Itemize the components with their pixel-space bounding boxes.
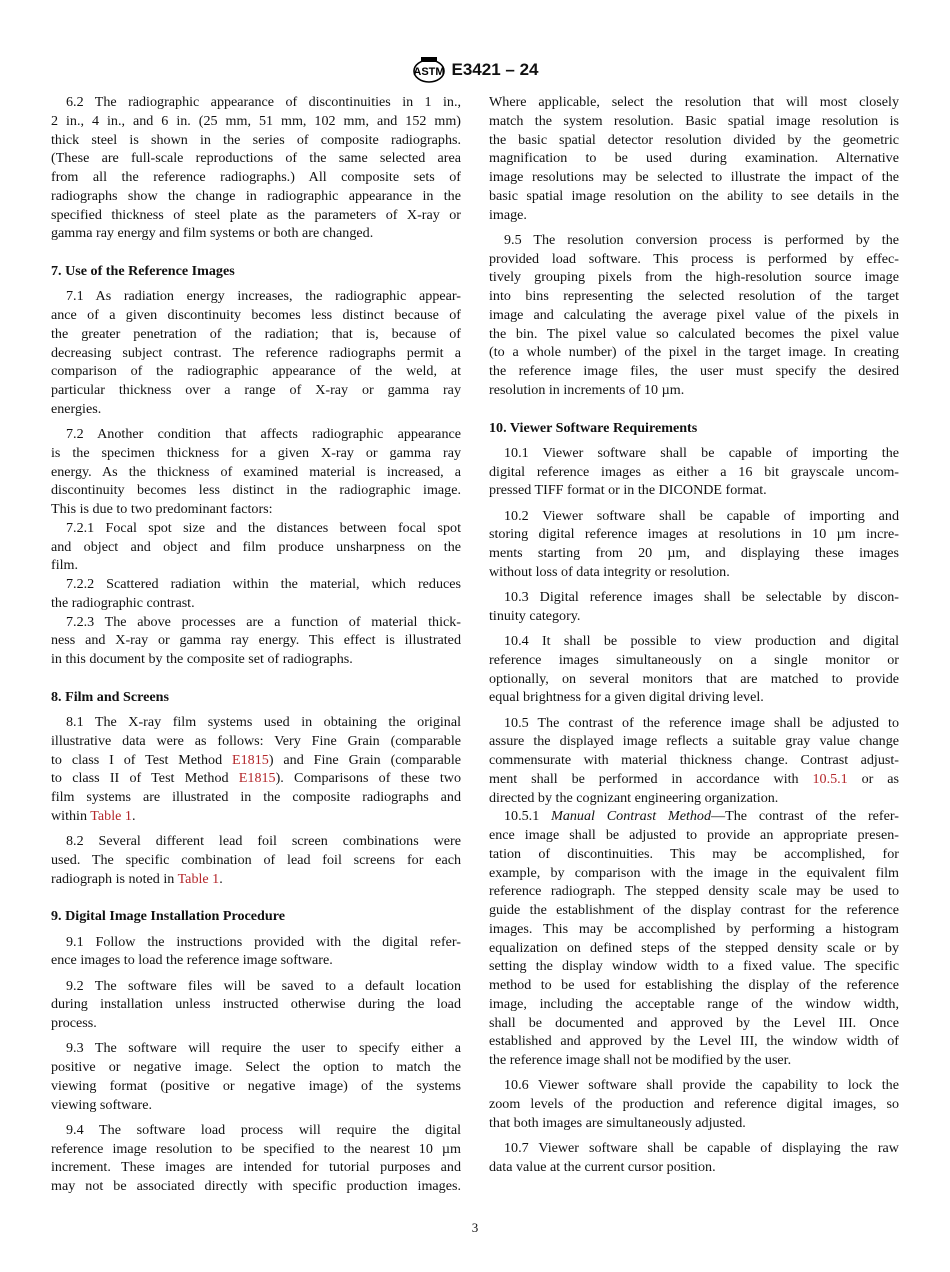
text-line: 10.2 Viewer software shall be capable of importing and: [504, 507, 899, 524]
text-line: the radiographic contrast.: [51, 594, 195, 611]
section-heading: 10. Viewer Software Requirements: [489, 419, 698, 436]
text-line: provided load software. This process is performed by effec-: [489, 250, 899, 267]
text-line: the reference image files, the user must specify the desired: [489, 363, 899, 379]
text-line: shall be documented and approved by the Level III. Once: [489, 1014, 899, 1031]
text-line: example, by comparison with the image in the equivalent film: [489, 864, 899, 881]
cross-reference-link[interactable]: Table 1: [177, 870, 220, 887]
cross-reference-link[interactable]: E1815: [238, 770, 276, 787]
text-run: —The contrast of the refer-: [711, 808, 899, 825]
text-line: This is due to two predominant factors:: [51, 501, 273, 517]
text-line: (These are full-scale reproductions of the same selected area: [51, 150, 461, 167]
left-column: [51, 93, 461, 1196]
text-line: 10.7 Viewer software shall be capable of displaying the raw: [504, 1140, 899, 1156]
text-run: to class II of Test Method: [51, 770, 239, 787]
text-line: specified thickness of steel plate as the parameters of X-ray or: [51, 206, 461, 223]
text-line: image.: [489, 206, 527, 223]
text-line: storing digital reference images at resolutions in 10 µm incre-: [489, 526, 899, 543]
text-line: pressed TIFF format or in the DICONDE format.: [489, 482, 767, 499]
text-line: used. The specific combination of lead foil screens for each: [51, 851, 461, 868]
section-heading: 9. Digital Image Installation Procedure: [51, 908, 285, 925]
right-column: [489, 93, 899, 1177]
text-run: or as: [847, 770, 899, 787]
text-line: 9.3 The software will require the user to specify either a: [66, 1040, 461, 1057]
paragraph: [51, 713, 461, 826]
text-line: reference image resolution to be specified to the nearest 10 µm: [51, 1140, 461, 1157]
text-line: [51, 769, 461, 788]
paragraph: [489, 231, 899, 400]
text-line: ence image shall be adjusted to provide an appropriate presen-: [489, 827, 899, 843]
text-line: from all the reference radiographs.) All composite sets of: [51, 169, 461, 185]
text-line: 8.2 Several different lead foil screen combinations were: [66, 833, 461, 849]
text-line: the greater penetration of the radiation; that is, because of: [51, 325, 461, 342]
paragraph: [489, 507, 899, 582]
text-line: ance of a given discontinuity becomes less distinct because of: [51, 307, 461, 323]
text-line: 9.1 Follow the instructions provided with the digital refer-: [66, 933, 461, 950]
text-line: the bin. The pixel value so calculated becomes the pixel value: [489, 325, 899, 342]
text-line: gamma ray energy and film systems or both are changed.: [51, 225, 374, 242]
text-line: 10.6 Viewer software shall provide the capability to lock the: [504, 1077, 899, 1094]
paragraph: [489, 632, 899, 707]
paragraph: [51, 287, 461, 418]
paragraph: [51, 613, 461, 669]
paragraph: [51, 977, 461, 1033]
text-line: optionally, on several monitors that are matched to provide: [489, 670, 899, 687]
text-line: discontinuity becomes less distinct in the radiographic image.: [51, 482, 461, 499]
paragraph: [489, 807, 899, 1070]
text-line: match the system resolution. Basic spatial image resolution is: [489, 112, 899, 129]
text-line: ness and X-ray or gamma ray energy. This effect is illustrated: [51, 632, 461, 649]
text-run: ment shall be performed in accordance with: [489, 770, 813, 787]
text-line: ments starting from 20 µm, and displaying these images: [489, 545, 899, 561]
text-line: film.: [51, 557, 79, 574]
text-line: tinuity category.: [489, 607, 581, 624]
page-number: 3: [471, 1220, 479, 1235]
text-line: images. This may be accomplished by performing a histogram: [489, 920, 899, 937]
paragraph: [51, 93, 461, 243]
text-line: (to a whole number) of the pixel in the target image. In creating: [489, 344, 899, 361]
text-line: [51, 807, 461, 826]
text-line: tation of discontinuities. This may be accomplished, for: [489, 845, 899, 862]
text-line: is the specimen thickness for a given X-ray or gamma ray: [51, 444, 461, 461]
cross-reference-link[interactable]: Table 1: [90, 807, 132, 824]
text-run: ). Comparisons of these two: [275, 770, 461, 787]
text-run: 10.5.1: [504, 808, 552, 825]
text-line: decreasing subject contrast. The reference radiographs permit a: [51, 344, 461, 361]
text-run: within: [51, 807, 91, 824]
text-line: 10.1 Viewer software shall be capable of importing the: [504, 444, 899, 461]
text-run: radiograph is noted in: [51, 870, 178, 887]
paragraph: [51, 933, 461, 971]
text-line: viewing format (positive or negative image) of the systems: [51, 1077, 461, 1094]
text-line: equalization on defined steps of the stepped density scale or by: [489, 939, 899, 956]
svg-text:ASTM: ASTM: [412, 66, 445, 78]
text-line: [489, 770, 899, 789]
cross-reference-link[interactable]: 10.5.1: [812, 770, 848, 787]
text-line: that both images are simultaneously adjusted.: [489, 1114, 746, 1131]
paragraph: [51, 575, 461, 613]
paragraph: [489, 714, 899, 808]
text-line: the reference image shall not be modified by the user.: [489, 1052, 792, 1068]
text-line: film systems are illustrated in the composite radiographs and: [51, 789, 461, 805]
text-run: .: [131, 807, 136, 824]
text-line: 8.1 The X-ray film systems used in obtaining the original: [66, 714, 461, 730]
text-line: [489, 807, 899, 826]
text-line: established and approved by the Level III, the window width of: [489, 1033, 899, 1050]
text-line: thick steel is shown in the series of composite radiographs.: [51, 131, 461, 148]
paragraph: [489, 1076, 899, 1132]
text-line: 7.1 As radiation energy increases, the radiographic appear-: [66, 288, 461, 305]
text-line: 10.5 The contrast of the reference image shall be adjusted to: [504, 714, 899, 731]
paragraph: [51, 832, 461, 888]
text-line: 10.3 Digital reference images shall be selectable by discon-: [504, 589, 899, 605]
text-line: equal brightness for a given digital driving level.: [489, 689, 764, 706]
text-line: method to be used for establishing the display of the reference: [489, 977, 899, 993]
text-line: particular thickness over a range of X-ray or gamma ray: [51, 382, 461, 398]
page-header: [0, 56, 950, 89]
cross-reference-link[interactable]: E1815: [232, 751, 269, 768]
text-line: positive or negative image. Select the option to match the: [51, 1059, 461, 1075]
paragraph: [51, 519, 461, 575]
text-line: and object and object and film produce unsharpness on the: [51, 538, 461, 555]
paragraph: [489, 588, 899, 626]
text-line: magnification to be used during examination. Alternative: [489, 150, 899, 167]
text-line: commensurate with material thickness change. Contrast adjust-: [489, 752, 899, 768]
text-run: ) and Fine Grain (comparable: [268, 751, 461, 768]
text-line: reference images simultaneously on a single monitor or: [489, 651, 899, 668]
section-heading: 8. Film and Screens: [51, 688, 169, 705]
text-line: data value at the current cursor position.: [489, 1158, 716, 1175]
text-run: .: [219, 870, 223, 887]
text-line: [51, 751, 461, 770]
document-id: E3421 – 24: [451, 60, 539, 79]
paragraph: [489, 93, 899, 224]
paragraph: [51, 425, 461, 519]
astm-logo-icon: [412, 56, 446, 84]
paragraph: [51, 1121, 461, 1196]
text-line: reference radiograph. The stepped density scale may be used to: [489, 883, 899, 900]
text-line: the basic spatial detector resolution divided by the geometric: [489, 131, 899, 148]
text-line: in this document by the composite set of radiographs.: [51, 651, 353, 667]
text-line: zoom levels of the production and reference digital images, so: [489, 1096, 899, 1112]
italic-term: Manual Contrast Method: [551, 808, 712, 825]
text-line: ence images to load the reference image software.: [51, 952, 333, 969]
text-line: 7.2 Another condition that affects radiographic appearance: [66, 426, 461, 442]
text-line: increment. These images are intended for tutorial purposes and: [51, 1159, 461, 1176]
text-line: 7.2.2 Scattered radiation within the material, which reduces: [66, 576, 461, 592]
text-line: 7.2.1 Focal spot size and the distances between focal spot: [66, 519, 461, 536]
text-line: 6.2 The radiographic appearance of discontinuities in 1 in.,: [66, 94, 461, 110]
text-line: illustrative data were as follows: Very Fine Grain (comparable: [51, 732, 461, 749]
text-line: without loss of data integrity or resolution.: [489, 563, 730, 580]
text-line: 10.4 It shall be possible to view production and digital: [504, 633, 899, 649]
text-line: comparison of the radiographic appearance of the weld, at: [51, 363, 461, 380]
text-line: 2 in., 4 in., and 6 in. (25 mm, 51 mm, 102 mm, and 152 mm): [51, 112, 461, 129]
text-line: viewing software.: [51, 1096, 152, 1113]
section-heading: 7. Use of the Reference Images: [51, 263, 235, 279]
text-line: 9.5 The resolution conversion process is performed by the: [504, 231, 899, 248]
text-line: image resolutions may be selected to illustrate the impact of the: [489, 169, 899, 185]
paragraph: [51, 1039, 461, 1114]
text-line: assure the displayed image reflects a suitable gray value change: [489, 733, 899, 750]
text-line: during installation unless instructed otherwise during the load: [51, 996, 461, 1013]
paragraph: [489, 1139, 899, 1177]
text-line: resolution in increments of 10 µm.: [489, 381, 685, 398]
text-line: 9.2 The software files will be saved to a default location: [66, 977, 461, 994]
text-line: digital reference images as either a 16 bit grayscale uncom-: [489, 463, 899, 480]
text-line: basic spatial image resolution on the ability to see details in the: [489, 187, 899, 204]
text-line: energy. As the thickness of examined material is increased, a: [51, 463, 461, 480]
text-line: directed by the cognizant engineering organization.: [489, 789, 779, 806]
text-line: guide the establishment of the display contrast for the reference: [489, 902, 899, 918]
text-line: image, including the acceptable range of the window width,: [489, 995, 899, 1012]
text-line: tively grouping pixels from the high-resolution source image: [489, 269, 899, 286]
text-line: radiographs show the change in radiographic appearance in the: [51, 187, 461, 204]
text-line: into bins representing the selected resolution of the target: [489, 288, 899, 304]
text-line: 7.2.3 The above processes are a function of material thick-: [66, 613, 461, 630]
text-line: Where applicable, select the resolution that will most closely: [489, 94, 899, 110]
text-line: energies.: [51, 400, 102, 417]
text-run: to class I of Test Method: [51, 751, 233, 768]
text-line: 9.4 The software load process will require the digital: [66, 1121, 461, 1138]
paragraph: [489, 444, 899, 500]
text-line: may not be associated directly with specific production images.: [51, 1178, 461, 1194]
text-line: setting the display window width to a fixed value. The specific: [489, 958, 899, 975]
text-line: [51, 870, 461, 889]
text-line: image and calculating the average pixel value of the pixels in: [489, 306, 899, 323]
text-line: process.: [51, 1015, 97, 1031]
